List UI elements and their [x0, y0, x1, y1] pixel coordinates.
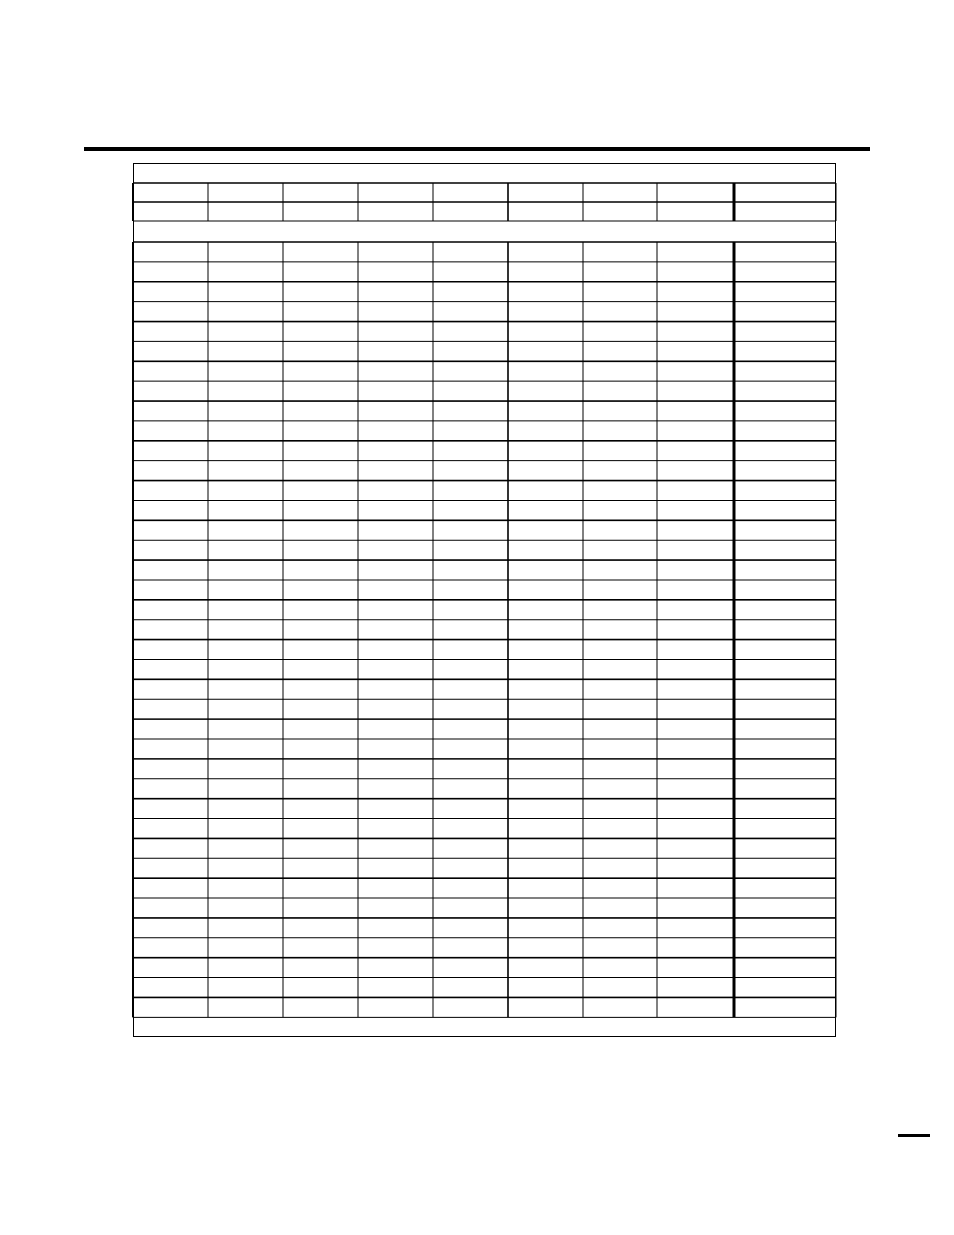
page-number-mark	[898, 1134, 930, 1137]
